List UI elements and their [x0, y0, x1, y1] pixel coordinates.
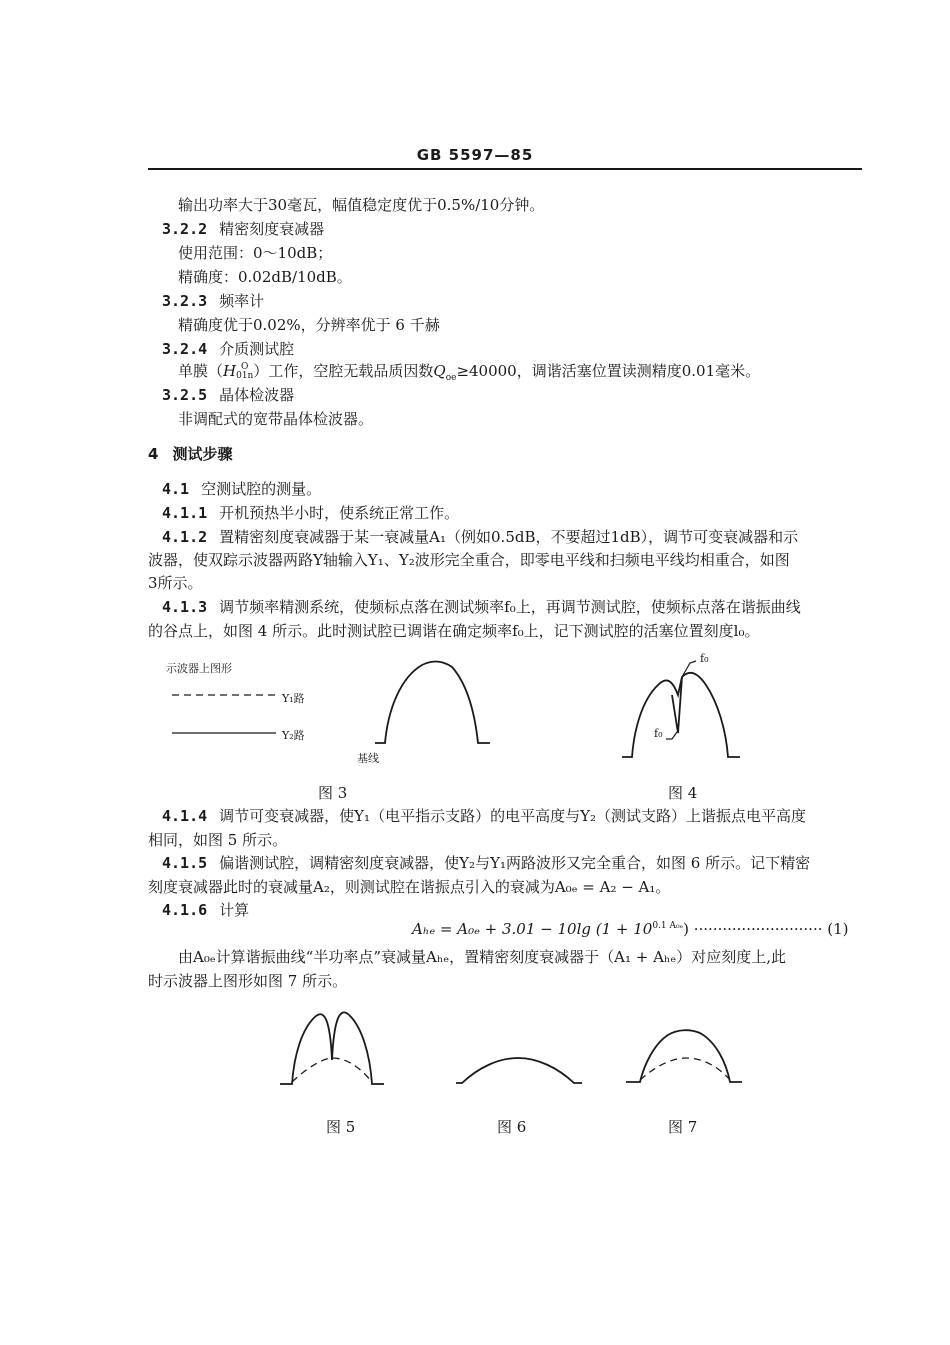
para-detector: 非调配式的宽带晶体检波器。	[178, 410, 374, 428]
fig7-dashed-curve	[640, 1058, 730, 1080]
para-half-power-line2: 时示波器上图形如图 7 所示。	[148, 972, 348, 990]
fig3-y2-label: Y₂路	[282, 729, 305, 742]
mode-sub: 01n	[236, 371, 254, 381]
fig7-curve	[626, 1030, 742, 1082]
text-part: ）工作，空腔无载品质因数	[253, 362, 434, 380]
para-single-mode	[178, 360, 760, 383]
para-4-1-3	[162, 596, 801, 617]
section-number: 3.2.5	[162, 386, 208, 404]
formula-number: ) ··························· (1)	[683, 920, 849, 938]
para-text: 调节频率精测系统，使频标点落在测试频率f₀上，再调节测试腔，使频标点落在谐振曲线	[219, 598, 801, 616]
fig3-y1-label: Y₁路	[282, 692, 305, 705]
section-number: 4.1.6	[162, 901, 208, 919]
figure-6-graphic	[450, 1050, 590, 1090]
section-number: 4.1.3	[162, 598, 208, 616]
section-number: 4.1.1	[162, 504, 208, 522]
para-text: 调节可变衰减器，使Y₁（电平指示支路）的电平高度与Y₂（测试支路）上谐振点电平高度	[219, 807, 806, 825]
heading-4	[148, 443, 232, 464]
fig4-mid-pointer	[666, 732, 677, 739]
para-4-1-3-line2: 的谷点上，如图 4 所示。此时测试腔已调谐在确定频率f₀上，记下测试腔的活塞位置刻度l₀。	[148, 622, 760, 640]
formula-1	[412, 920, 849, 938]
heading-4-1	[162, 478, 321, 499]
figure-7-graphic	[620, 1020, 760, 1090]
caption-fig6: 图 6	[497, 1118, 527, 1136]
para-text: 置精密刻度衰减器于某一衰减量A₁（例如0.5dB，不要超过1dB），调节可变衰减器和示	[219, 528, 799, 546]
header-rule	[148, 168, 862, 170]
caption-fig7: 图 7	[668, 1118, 698, 1136]
section-number: 4.1.4	[162, 807, 208, 825]
para-4-1-2-line3: 3所示。	[148, 574, 203, 592]
para-4-1-4-line2: 相同，如图 5 所示。	[148, 831, 288, 849]
section-number: 4.1.5	[162, 854, 208, 872]
formula-exponent: 0.1 A₀ₑ	[652, 921, 684, 931]
section-title: 测试步骤	[172, 445, 233, 463]
para-freq-accuracy: 精确度优于0.02%，分辨率优于 6 千赫	[178, 316, 440, 334]
section-number: 3.2.2	[162, 220, 208, 238]
para-4-1-2	[162, 526, 798, 547]
para-range: 使用范围：0～10dB；	[178, 244, 333, 262]
formula-main: Aₕₑ = A₀ₑ + 3.01 − 10lg (1 + 10	[412, 920, 653, 938]
fig6-curve	[456, 1058, 582, 1083]
figure-3-graphic	[160, 650, 500, 760]
text-part: 单膜（	[178, 362, 224, 380]
heading-3-2-5	[162, 384, 294, 405]
heading-3-2-4	[162, 338, 294, 359]
section-number: 3.2.3	[162, 292, 208, 310]
section-number: 4.1.2	[162, 528, 208, 546]
symbol-h: H	[223, 362, 237, 380]
para-output-power: 输出功率大于30毫瓦，幅值稳定度优于0.5%/10分钟。	[178, 196, 545, 214]
mode-sup: O	[241, 362, 249, 372]
fig5-dashed-curve	[292, 1058, 372, 1082]
section-title: 介质测试腔	[219, 340, 295, 358]
para-text: 偏谐测试腔，调精密刻度衰减器，使Y₂与Y₁两路波形又完全重合，如图 6 所示。记下精密	[219, 854, 811, 872]
symbol-mode-index	[236, 363, 253, 381]
section-number: 3.2.4	[162, 340, 208, 358]
para-4-1-5-line2: 刻度衰减器此时的衰减量A₂，则测试腔在谐振点引入的衰减为A₀ₑ = A₂ − A₁。	[148, 878, 671, 896]
section-title: 精密刻度衰减器	[219, 220, 325, 238]
caption-fig4: 图 4	[668, 784, 698, 802]
symbol-q: Q	[433, 362, 446, 380]
fig3-resonance-curve	[375, 661, 490, 743]
section-title: 频率计	[219, 292, 265, 310]
text-part: ≥40000，调谐活塞位置读测精度0.01毫米。	[456, 362, 761, 380]
heading-3-2-3	[162, 290, 264, 311]
para-4-1-5	[162, 852, 810, 873]
fig3-baseline-label: 基线	[357, 752, 379, 765]
para-accuracy: 精确度：0.02dB/10dB。	[178, 268, 352, 286]
standard-number: GB 5597—85	[416, 146, 534, 164]
fig5-split-curve	[280, 1012, 384, 1084]
para-text: 开机预热半小时，使系统正常工作。	[219, 504, 460, 522]
fig3-title: 示波器上图形	[166, 662, 232, 675]
section-number: 4.1	[162, 480, 190, 498]
figure-5-graphic	[270, 1000, 400, 1095]
figure-4-graphic	[610, 655, 750, 765]
para-half-power: 由A₀ₑ计算谐振曲线“半功率点”衰减量Aₕₑ，置精密刻度衰减器于（A₁ + Aₕₑ）对应刻度上,此	[178, 948, 786, 966]
fig4-f0-label-top: f₀	[700, 652, 709, 665]
section-number: 4	[148, 445, 159, 463]
caption-fig5: 图 5	[326, 1118, 356, 1136]
heading-4-1-6	[162, 899, 249, 920]
symbol-q-sub: oe	[445, 373, 457, 383]
para-4-1-4	[162, 805, 806, 826]
para-4-1-1	[162, 502, 459, 523]
section-title: 计算	[219, 901, 250, 919]
para-4-1-2-line2: 波器，使双踪示波器两路Y轴输入Y₁、Y₂波形完全重合，即零电平线和扫频电平线均相重合，如图	[148, 551, 790, 569]
caption-fig3: 图 3	[318, 784, 348, 802]
fig4-f0-label-mid: f₀	[654, 727, 663, 740]
section-title: 晶体检波器	[219, 386, 295, 404]
heading-3-2-2	[162, 218, 324, 239]
section-title: 空测试腔的测量。	[201, 480, 322, 498]
